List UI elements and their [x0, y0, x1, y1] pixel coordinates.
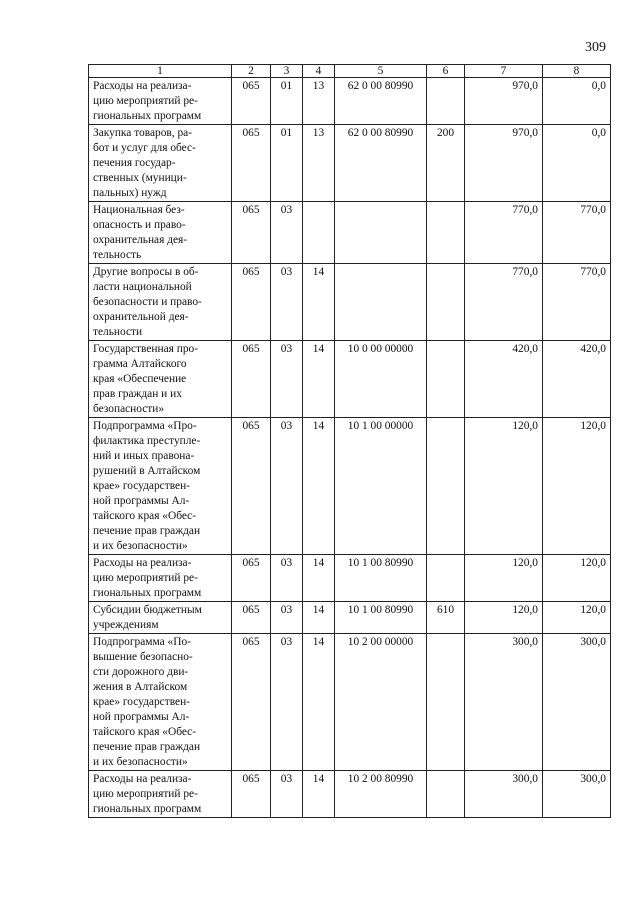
expense-name-line: Национальная без-: [93, 204, 185, 216]
subsection-code: 14: [303, 634, 335, 771]
section-code: 03: [271, 771, 303, 818]
expense-name-line: Подпрограмма «По-: [93, 636, 191, 648]
expense-name-line: прав граждан и их: [93, 388, 182, 400]
expense-name-line: Другие вопросы в об-: [93, 266, 199, 278]
expense-name-line: Расходы на реализа-: [93, 557, 192, 569]
section-code: 01: [271, 125, 303, 202]
expense-type-code: [427, 771, 465, 818]
budget-table: [88, 64, 611, 818]
expense-name-line: печение прав граждан: [93, 741, 201, 753]
ministry-code: 065: [232, 555, 271, 602]
target-article-code: 10 2 00 80990: [335, 771, 427, 818]
table-row: [89, 125, 611, 202]
expense-name-line: тайского края «Обес-: [93, 510, 197, 522]
subsection-code: 14: [303, 418, 335, 555]
table-row: [89, 634, 611, 771]
expense-name-line: и их безопасности»: [93, 756, 188, 768]
header-row: [89, 65, 611, 78]
expense-name-line: крае» государствен-: [93, 696, 190, 708]
col-header: 4: [303, 65, 335, 78]
ministry-code: 065: [232, 418, 271, 555]
expense-name-line: цию мероприятий ре-: [93, 788, 198, 800]
col-header: 1: [89, 65, 232, 78]
expense-name-line: гиональных программ: [93, 803, 202, 815]
amount-col7: 120,0: [465, 602, 543, 634]
expense-name-line: охранительной дея-: [93, 311, 189, 323]
section-code: 03: [271, 264, 303, 341]
amount-col7: 770,0: [465, 202, 543, 264]
expense-name-line: тельности: [93, 326, 143, 338]
section-code: 03: [271, 555, 303, 602]
expense-type-code: [427, 202, 465, 264]
expense-name: [89, 555, 232, 602]
amount-col8: 0,0: [543, 78, 611, 125]
table-row: [89, 264, 611, 341]
amount-col8: 0,0: [543, 125, 611, 202]
expense-name: [89, 418, 232, 555]
expense-type-code: [427, 264, 465, 341]
expense-name: [89, 634, 232, 771]
expense-name: [89, 202, 232, 264]
section-code: 01: [271, 78, 303, 125]
expense-type-code: [427, 634, 465, 771]
expense-name: [89, 602, 232, 634]
expense-name-line: грамма Алтайского: [93, 358, 187, 370]
col-header: 5: [335, 65, 427, 78]
section-code: 03: [271, 602, 303, 634]
amount-col7: 770,0: [465, 264, 543, 341]
expense-name-line: гиональных программ: [93, 587, 202, 599]
expense-name-line: безопасности»: [93, 403, 165, 415]
expense-name-line: Государственная про-: [93, 343, 199, 355]
expense-name-line: крае» государствен-: [93, 480, 190, 492]
expense-name-line: Субсидии бюджетным: [93, 604, 202, 616]
expense-name-line: печения государ-: [93, 157, 176, 169]
target-article-code: 62 0 00 80990: [335, 78, 427, 125]
amount-col7: 970,0: [465, 125, 543, 202]
expense-name: [89, 78, 232, 125]
expense-name-line: сти дорожного дви-: [93, 666, 189, 678]
expense-name-line: тельность: [93, 249, 142, 261]
expense-type-code: [427, 555, 465, 602]
target-article-code: 10 0 00 00000: [335, 341, 427, 418]
ministry-code: 065: [232, 602, 271, 634]
expense-name-line: ний и иных правона-: [93, 450, 195, 462]
expense-type-code: [427, 78, 465, 125]
expense-name-line: пальных) нужд: [93, 187, 167, 199]
amount-col8: 300,0: [543, 771, 611, 818]
subsection-code: [303, 202, 335, 264]
expense-type-code: [427, 341, 465, 418]
target-article-code: 10 2 00 00000: [335, 634, 427, 771]
ministry-code: 065: [232, 78, 271, 125]
target-article-code: [335, 264, 427, 341]
amount-col8: 300,0: [543, 634, 611, 771]
expense-name-line: Закупка товаров, ра-: [93, 127, 193, 139]
page-number: 309: [585, 40, 606, 55]
subsection-code: 14: [303, 264, 335, 341]
section-code: 03: [271, 341, 303, 418]
table-row: [89, 418, 611, 555]
expense-name-line: гиональных программ: [93, 110, 202, 122]
section-code: 03: [271, 634, 303, 771]
ministry-code: 065: [232, 202, 271, 264]
target-article-code: 10 1 00 80990: [335, 602, 427, 634]
expense-name-line: ственных (муници-: [93, 172, 187, 184]
amount-col8: 120,0: [543, 555, 611, 602]
expense-name-line: ной программы Ал-: [93, 711, 190, 723]
amount-col8: 120,0: [543, 418, 611, 555]
amount-col7: 120,0: [465, 555, 543, 602]
section-code: 03: [271, 418, 303, 555]
expense-type-code: [427, 418, 465, 555]
col-header: 8: [543, 65, 611, 78]
ministry-code: 065: [232, 264, 271, 341]
target-article-code: 62 0 00 80990: [335, 125, 427, 202]
expense-type-code: 200: [427, 125, 465, 202]
expense-name-line: опасность и право-: [93, 219, 186, 231]
col-header: 3: [271, 65, 303, 78]
expense-name: [89, 771, 232, 818]
subsection-code: 14: [303, 555, 335, 602]
amount-col7: 300,0: [465, 634, 543, 771]
amount-col7: 970,0: [465, 78, 543, 125]
ministry-code: 065: [232, 125, 271, 202]
expense-name-line: цию мероприятий ре-: [93, 572, 198, 584]
expense-name-line: учреждениям: [93, 619, 159, 631]
ministry-code: 065: [232, 634, 271, 771]
expense-name-line: печение прав граждан: [93, 525, 201, 537]
target-article-code: 10 1 00 00000: [335, 418, 427, 555]
expense-name-line: тайского края «Обес-: [93, 726, 197, 738]
expense-name-line: Расходы на реализа-: [93, 80, 192, 92]
amount-col8: 770,0: [543, 202, 611, 264]
table-row: [89, 202, 611, 264]
expense-name: [89, 125, 232, 202]
expense-name-line: края «Обеспечение: [93, 373, 187, 385]
expense-name: [89, 264, 232, 341]
subsection-code: 14: [303, 602, 335, 634]
expense-name-line: филактика преступле-: [93, 435, 201, 447]
expense-name: [89, 341, 232, 418]
amount-col7: 300,0: [465, 771, 543, 818]
table-row: [89, 341, 611, 418]
col-header: 7: [465, 65, 543, 78]
expense-name-line: и их безопасности»: [93, 540, 188, 552]
expense-name-line: охранительная дея-: [93, 234, 188, 246]
expense-name-line: Расходы на реализа-: [93, 773, 192, 785]
amount-col8: 120,0: [543, 602, 611, 634]
table-row: [89, 771, 611, 818]
table-row: [89, 555, 611, 602]
expense-name-line: рушений в Алтайском: [93, 465, 201, 477]
subsection-code: 13: [303, 125, 335, 202]
col-header: 6: [427, 65, 465, 78]
expense-name-line: жения в Алтайском: [93, 681, 188, 693]
subsection-code: 14: [303, 341, 335, 418]
expense-name-line: бот и услуг для обес-: [93, 142, 196, 154]
expense-name-line: ласти национальной: [93, 281, 192, 293]
subsection-code: 14: [303, 771, 335, 818]
expense-type-code: 610: [427, 602, 465, 634]
ministry-code: 065: [232, 771, 271, 818]
expense-name-line: ной программы Ал-: [93, 495, 190, 507]
target-article-code: 10 1 00 80990: [335, 555, 427, 602]
table-row: [89, 602, 611, 634]
amount-col8: 420,0: [543, 341, 611, 418]
target-article-code: [335, 202, 427, 264]
expense-name-line: Подпрограмма «Про-: [93, 420, 197, 432]
expense-name-line: безопасности и право-: [93, 296, 202, 308]
amount-col7: 120,0: [465, 418, 543, 555]
table-row: [89, 78, 611, 125]
amount-col7: 420,0: [465, 341, 543, 418]
col-header: 2: [232, 65, 271, 78]
expense-name-line: цию мероприятий ре-: [93, 95, 198, 107]
section-code: 03: [271, 202, 303, 264]
ministry-code: 065: [232, 341, 271, 418]
amount-col8: 770,0: [543, 264, 611, 341]
expense-name-line: вышение безопасно-: [93, 651, 193, 663]
subsection-code: 13: [303, 78, 335, 125]
